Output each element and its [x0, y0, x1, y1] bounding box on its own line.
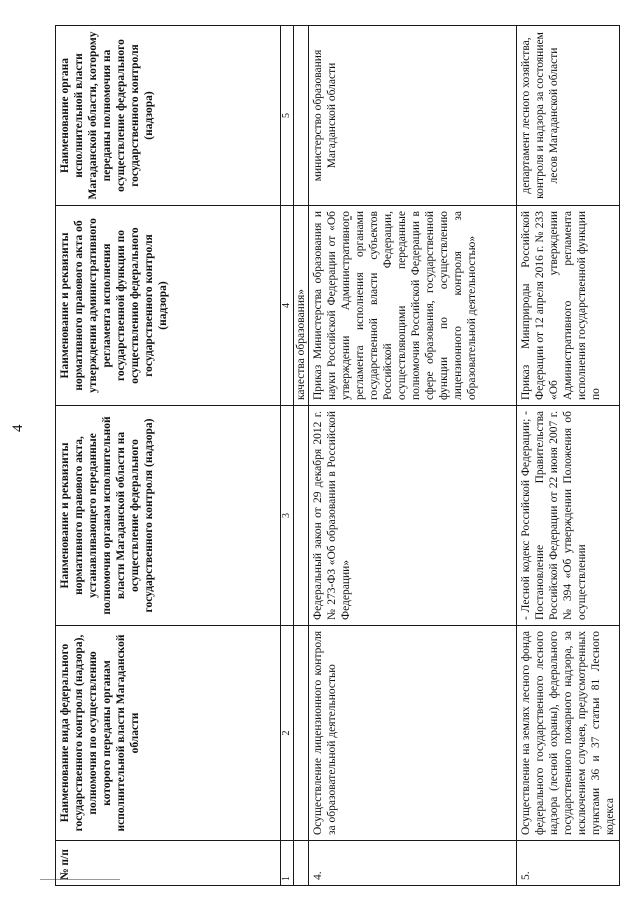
column-index: 1	[281, 841, 294, 886]
column-index-row	[281, 26, 294, 886]
legal-act-cell: - Лесной кодекс Российской Федерации; - Постановление Правительства Российской Федерации от 22 июня 2007 г. № 394 «Об утверждении Положения об осуществлении	[517, 406, 620, 626]
regulation-cell: Приказ Минприроды Российской Федерации от 12 апреля 2016 г. № 233 «Об утверждении Административного регламента исполнения государственной функции по	[517, 206, 620, 406]
regulation-cell: Приказ Министерства образования и науки Российской Федерации от «Об утверждении Административного регламента исполнения органами государственной власти субъектов Российской Федерации, осуществляющими переданные полномочия Российской Федерации в сфере образования, государственной функции по осуществлению лицензионного контроля за образовательной деятельностью»	[309, 206, 517, 406]
control-kind-cell: Осуществление лицензионного контроля за образовательной деятельностью	[309, 626, 517, 841]
rotated-table-wrapper	[55, 26, 616, 886]
table-header-row	[56, 26, 281, 886]
column-index: 2	[281, 626, 294, 841]
header-legal-act: Наименование и реквизиты нормативного правового акта, устанавливающего переданные полномочия органам исполнительной власти Магаданской области на осуществление федерального государственного контроля (надзора)	[56, 406, 281, 626]
authority-cell: министерство образования Магаданской области	[309, 26, 517, 206]
page-number: 4	[10, 424, 26, 432]
header-control-kind: Наименование вида федерального государственного контроля (надзора), полномочия по осуществлению которого переданы органам исполнительной власти Магаданской области	[56, 626, 281, 841]
header-number: № п/п	[56, 841, 281, 886]
header-regulation: Наименование и реквизиты нормативного правового акта об утверждении административного регламента исполнения государственной функции по осуществлению федерального государственного контроля (надзора)	[56, 206, 281, 406]
control-powers-table	[55, 25, 620, 886]
legal-act-cell: Федеральный закон от 29 декабря 2012 г. № 273-ФЗ «Об образовании в Российской Федерации»	[309, 406, 517, 626]
table-row	[517, 26, 620, 886]
column-index: 4	[281, 206, 294, 406]
column-index: 3	[281, 406, 294, 626]
authority-cell: департамент лесного хозяйства, контроля и надзора за состоянием лесов Магаданской области	[517, 26, 620, 206]
row-number: 5.	[517, 841, 620, 886]
row-number: 4.	[309, 841, 517, 886]
header-authority: Наименование органа исполнительной власти Магаданской области, которому переданы полномочия на осуществление федерального государственного контроля (надзора)	[56, 26, 281, 206]
continuation-text: качества образования»	[294, 206, 309, 406]
continuation-row	[294, 26, 309, 886]
column-index: 5	[281, 26, 294, 206]
control-kind-cell: Осуществление на землях лесного фонда федерального государственного лесного надзора (лесной охраны), федерального государственного пожарного надзора, за исключением случаев, предусмотренных пунктами 36 и 37 статьи 81 Лесного кодекса	[517, 626, 620, 841]
table-row	[309, 26, 517, 886]
